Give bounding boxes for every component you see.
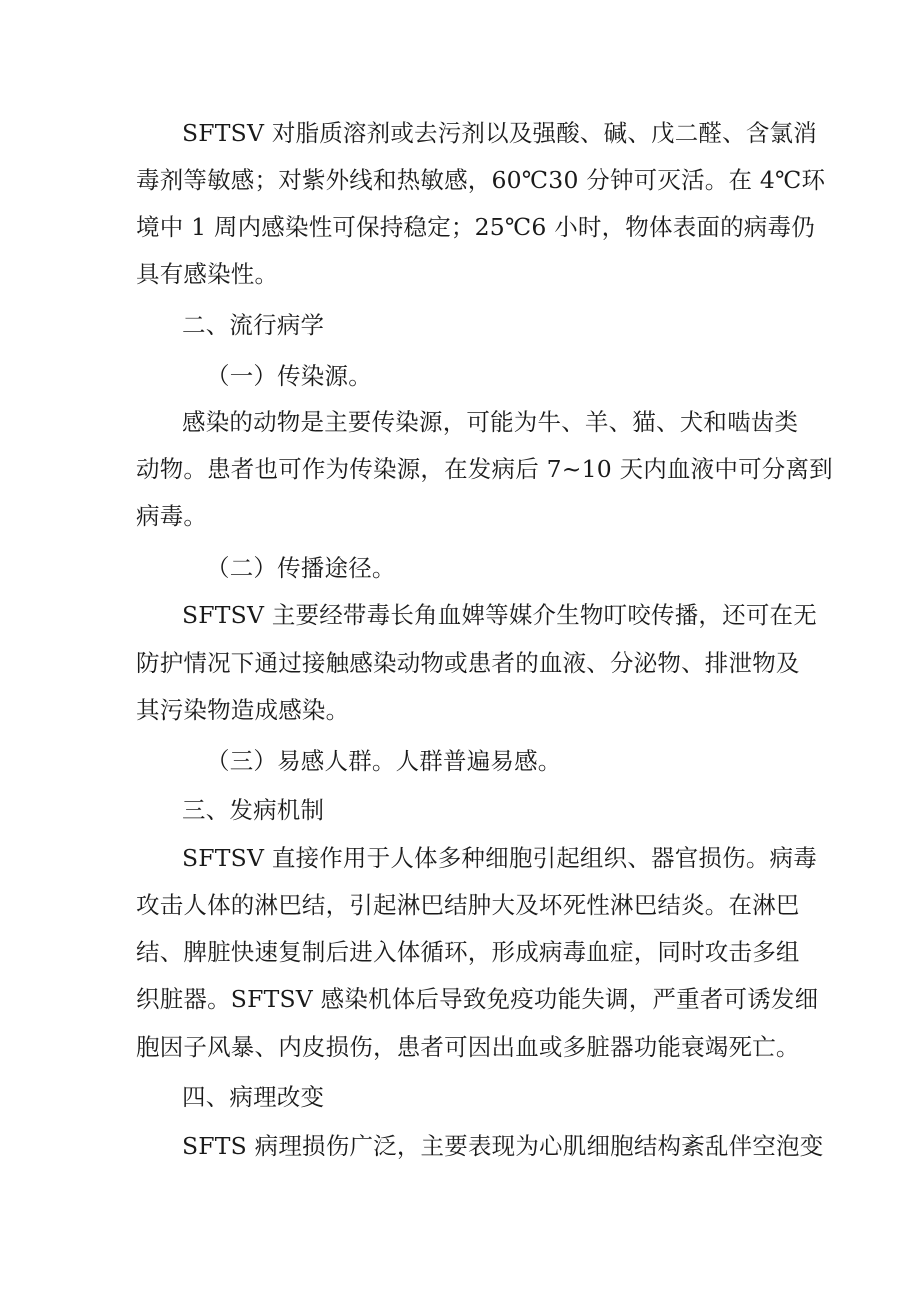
text-line: SFTSV 直接作用于人体多种细胞引起组织、器官损伤。病毒 <box>182 844 817 872</box>
subsection-heading: （二）传播途径。 <box>206 554 396 582</box>
text-line: 具有感染性。 <box>136 260 279 288</box>
text-line: 其污染物造成感染。 <box>136 696 350 724</box>
text-line: 动物。患者也可作为传染源，在发病后 7~10 天内血液中可分离到 <box>136 455 833 483</box>
section-heading: 二、流行病学 <box>182 311 325 339</box>
text-line: SFTSV 主要经带毒长角血婢等媒介生物叮咬传播，还可在无 <box>182 601 817 629</box>
text-line: SFTSV 对脂质溶剂或去污剂以及强酸、碱、戊二醛、含氯消 <box>182 119 817 147</box>
section-heading: 四、病理改变 <box>182 1083 325 1111</box>
text-line: 防护情况下通过接触感染动物或患者的血液、分泌物、排泄物及 <box>136 649 800 677</box>
text-line: 毒剂等敏感；对紫外线和热敏感，60℃30 分钟可灭活。在 4℃环 <box>136 166 826 194</box>
text-line: 病毒。 <box>136 502 208 530</box>
text-line: SFTS 病理损伤广泛，主要表现为心肌细胞结构紊乱伴空泡变 <box>182 1132 824 1160</box>
text-line: 胞因子风暴、内皮损伤，患者可因出血或多脏器功能衰竭死亡。 <box>136 1033 800 1061</box>
text-line: 感染的动物是主要传染源，可能为牛、羊、猫、犬和啮齿类 <box>182 408 799 436</box>
subsection-heading: （一）传染源。 <box>206 362 372 390</box>
text-line: 攻击人体的淋巴结，引起淋巴结肿大及坏死性淋巴结炎。在淋巴 <box>136 891 800 919</box>
text-line: 境中 1 周内感染性可保持稳定；25℃6 小时，物体表面的病毒仍 <box>136 213 815 241</box>
subsection-heading: （三）易感人群。人群普遍易感。 <box>206 747 562 775</box>
section-heading: 三、发病机制 <box>182 796 325 824</box>
text-line: 结、脾脏快速复制后进入体循环，形成病毒血症，同时攻击多组 <box>136 938 800 966</box>
text-line: 织脏器。SFTSV 感染机体后导致免疫功能失调，严重者可诱发细 <box>136 985 819 1013</box>
